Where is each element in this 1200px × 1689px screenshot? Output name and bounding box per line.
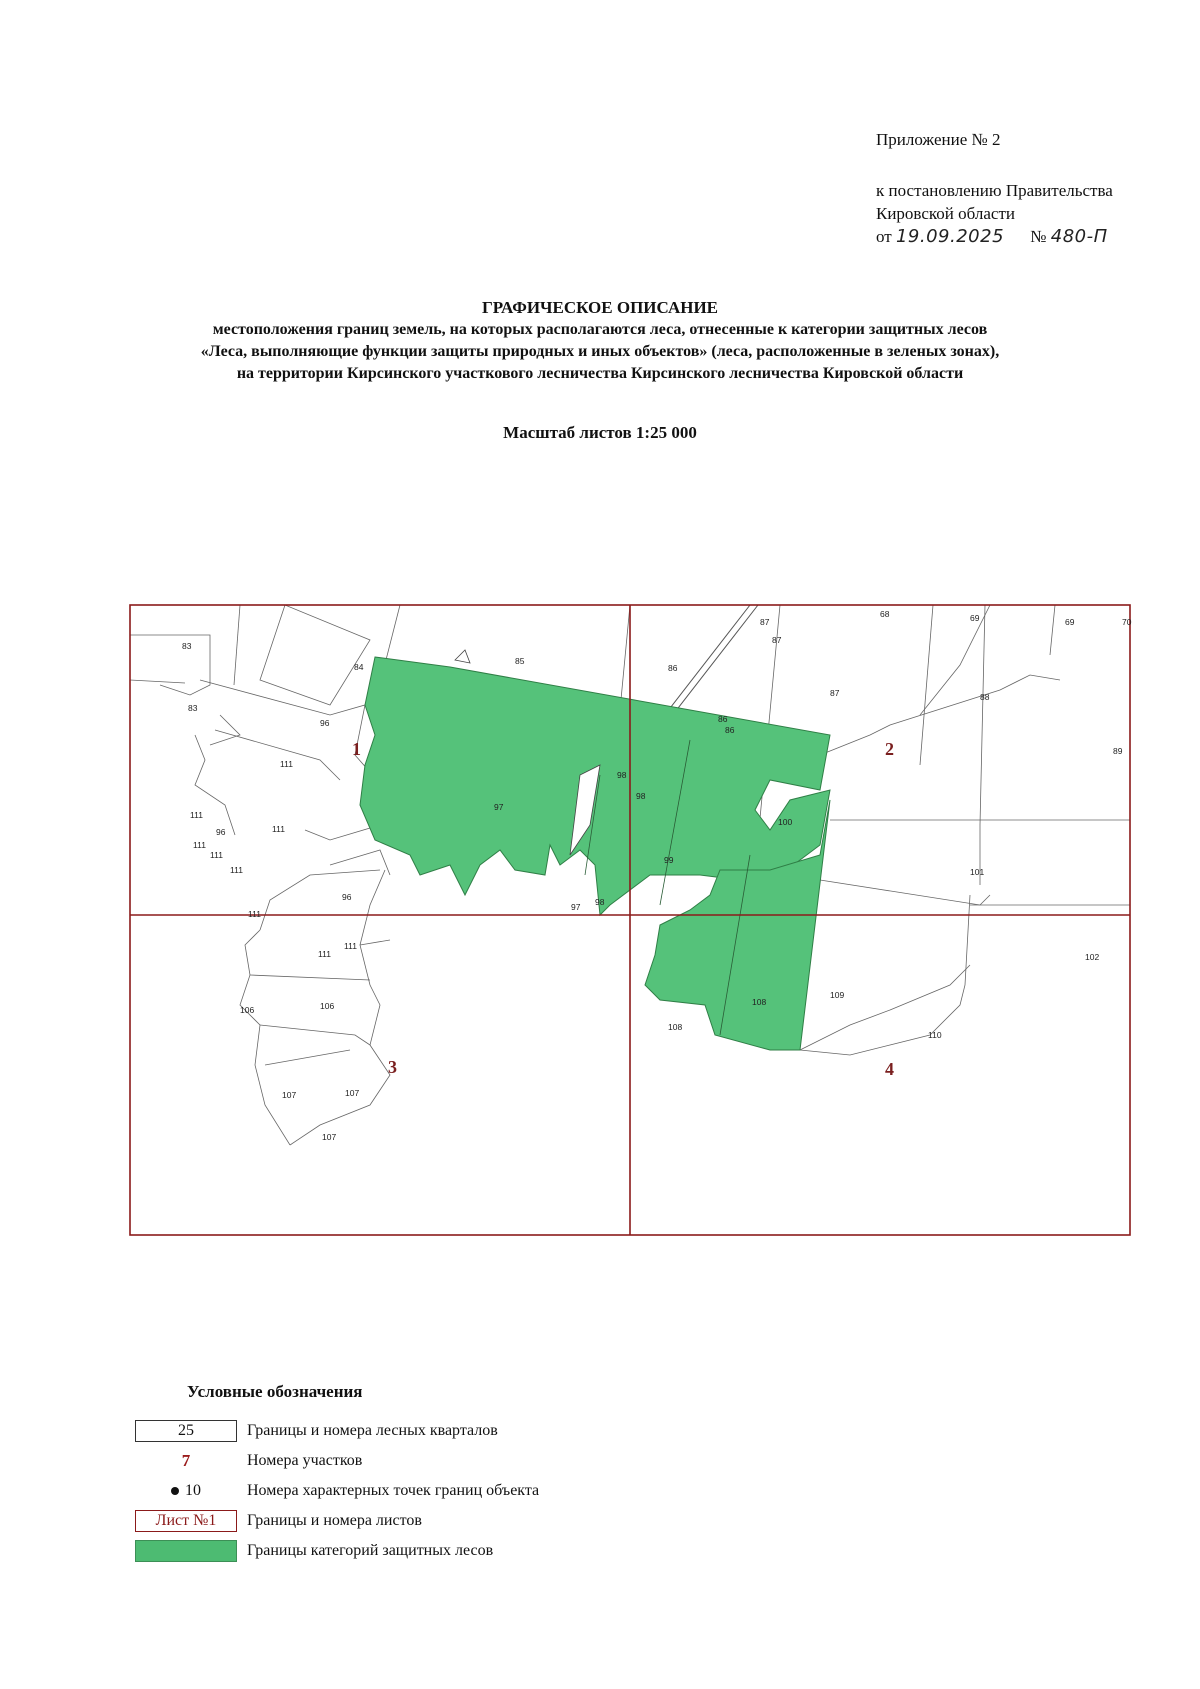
forest-map — [130, 605, 1130, 1235]
date-prefix: от — [876, 227, 892, 246]
point-dot-icon — [171, 1487, 179, 1495]
quarter-label: 101 — [970, 867, 985, 877]
quarter-label: 98 — [636, 791, 646, 801]
legend-point-number: 10 — [185, 1482, 201, 1499]
quarter-label: 111 — [210, 850, 223, 860]
legend-symbol-forest — [135, 1540, 237, 1562]
quarter-label: 97 — [494, 802, 504, 812]
quarter-label: 70 — [1122, 617, 1132, 627]
sheet-number-3: 3 — [388, 1057, 397, 1077]
title-line-1: местоположения границ земель, на которых располагаются леса, отнесенные к категории защитных лесов — [212, 321, 988, 338]
document-title — [80, 297, 1120, 385]
legend-text-sheets: Границы и номера листов — [247, 1512, 422, 1529]
sheet-number-4: 4 — [885, 1059, 894, 1079]
quarter-label: 109 — [830, 990, 845, 1000]
legend-symbol-sheet: Лист №1 — [135, 1510, 237, 1532]
quarter-label: 99 — [664, 855, 674, 865]
quarter-label: 107 — [345, 1088, 360, 1098]
decree-number: 480-П — [1050, 226, 1108, 247]
quarter-label: 98 — [617, 770, 627, 780]
quarter-label: 69 — [1065, 617, 1075, 627]
quarter-label: 111 — [230, 865, 243, 875]
decree-date: 19.09.2025 — [895, 226, 1005, 247]
quarter-label: 107 — [282, 1090, 297, 1100]
decree-label: к постановлению Правительства — [876, 181, 1113, 200]
legend-symbol-quarter: 25 — [135, 1420, 237, 1442]
quarter-label: 102 — [1085, 952, 1100, 962]
quarter-label: 96 — [342, 892, 352, 902]
sheet-number-1: 1 — [352, 739, 361, 759]
quarter-label: 89 — [1113, 746, 1123, 756]
quarter-label: 111 — [272, 824, 285, 834]
quarter-label: 108 — [752, 997, 767, 1007]
legend-item-sheets — [135, 1510, 835, 1540]
quarter-label: 83 — [188, 703, 198, 713]
legend-symbol-point — [135, 1480, 237, 1502]
quarter-label: 106 — [240, 1005, 255, 1015]
sheet-number-2: 2 — [885, 739, 894, 759]
quarter-label: 111 — [318, 949, 331, 959]
title-line-3: на территории Кирсинского участкового лесничества Кирсинского лесничества Кировской области — [236, 365, 964, 382]
quarter-label: 83 — [182, 641, 192, 651]
title-main: ГРАФИЧЕСКОЕ ОПИСАНИЕ — [481, 298, 719, 317]
quarter-label: 86 — [718, 714, 728, 724]
quarter-label: 106 — [320, 1001, 335, 1011]
legend-text-quarters: Границы и номера лесных кварталов — [247, 1422, 498, 1439]
quarter-label: 97 — [571, 902, 581, 912]
appendix-label: Приложение № 2 — [876, 130, 1001, 149]
quarter-label: 87 — [772, 635, 782, 645]
number-label: № — [1030, 227, 1047, 246]
map-legend — [135, 1382, 835, 1570]
document-header — [876, 128, 1186, 248]
quarter-label: 69 — [970, 613, 980, 623]
legend-item-plots — [135, 1450, 835, 1480]
quarter-label: 110 — [928, 1030, 942, 1040]
quarter-label: 85 — [515, 656, 525, 666]
title-line-2: «Леса, выполняющие функции защиты природных и иных объектов» (леса, расположенные в зеленых зонах), — [200, 343, 1000, 360]
quarter-label: 87 — [760, 617, 770, 627]
legend-symbol-plot: 7 — [181, 1451, 191, 1470]
legend-text-points: Номера характерных точек границ объекта — [247, 1482, 540, 1499]
quarter-label: 68 — [880, 609, 890, 619]
quarter-label: 111 — [193, 840, 206, 850]
quarter-label: 111 — [344, 941, 357, 951]
legend-text-forest: Границы категорий защитных лесов — [247, 1542, 494, 1559]
map-scale: Масштаб листов 1:25 000 — [503, 423, 697, 442]
decree-date-line — [876, 225, 1186, 248]
legend-text-plots: Номера участков — [247, 1452, 363, 1469]
quarter-label: 86 — [668, 663, 678, 673]
quarter-label: 111 — [280, 759, 293, 769]
quarter-label: 87 — [830, 688, 840, 698]
quarter-label: 98 — [595, 897, 605, 907]
quarter-label: 96 — [320, 718, 330, 728]
legend-item-forest — [135, 1540, 835, 1570]
region-label: Кировской области — [876, 204, 1015, 223]
quarter-label: 100 — [778, 817, 793, 827]
quarter-label: 86 — [725, 725, 735, 735]
legend-item-quarters — [135, 1420, 835, 1450]
legend-item-points — [135, 1480, 835, 1510]
quarter-label: 96 — [216, 827, 226, 837]
quarter-label: 107 — [322, 1132, 337, 1142]
quarter-label: 84 — [354, 662, 364, 672]
legend-title: Условные обозначения — [187, 1382, 363, 1401]
quarter-label: 108 — [668, 1022, 683, 1032]
quarter-label: 111 — [248, 909, 261, 919]
quarter-label: 88 — [980, 692, 990, 702]
quarter-label: 111 — [190, 810, 203, 820]
